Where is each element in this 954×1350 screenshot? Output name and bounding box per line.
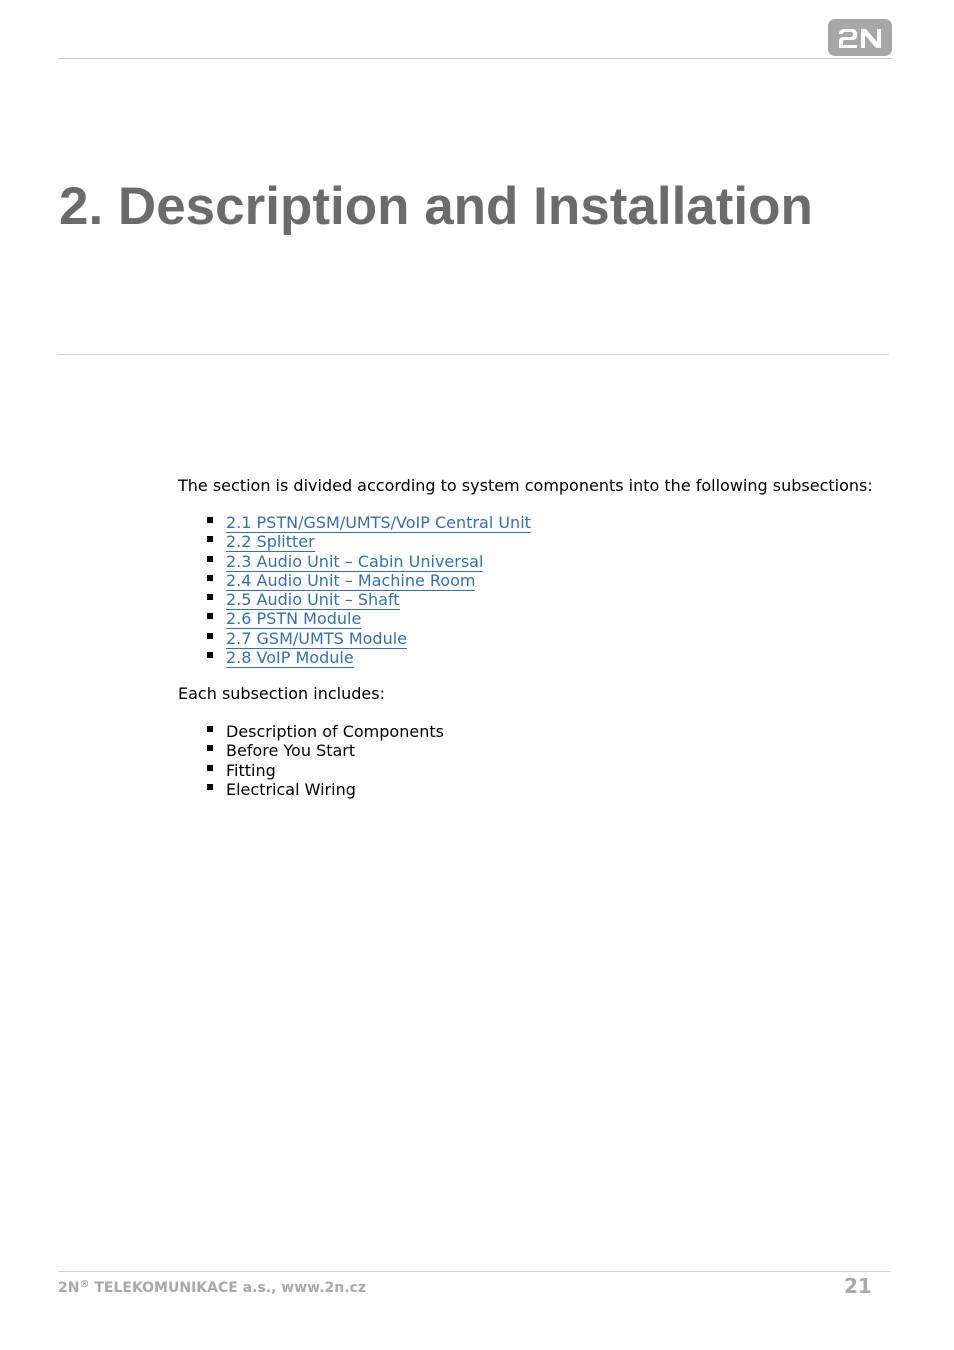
subsection-link[interactable]: 2.1 PSTN/GSM/UMTS/VoIP Central Unit	[226, 513, 531, 532]
subsection-link[interactable]: 2.6 PSTN Module	[226, 609, 362, 629]
list-item	[206, 780, 444, 799]
subsection-link[interactable]: 2.8 VoIP Module	[226, 648, 354, 668]
list-item	[206, 590, 531, 609]
bullet-icon	[207, 745, 213, 751]
list-item	[206, 571, 531, 590]
list-item	[206, 629, 531, 648]
bullet-icon	[207, 765, 213, 771]
list-item	[206, 532, 531, 551]
registered-mark: ®	[79, 1279, 90, 1290]
list-item	[206, 609, 531, 628]
page-title: 2. Description and Installation	[59, 177, 813, 236]
include-item: Fitting	[226, 760, 276, 780]
list-item	[206, 648, 531, 667]
includes-heading: Each subsection includes:	[178, 684, 385, 703]
include-item: Electrical Wiring	[226, 779, 356, 799]
subsection-link[interactable]: 2.3 Audio Unit – Cabin Universal	[226, 551, 484, 571]
title-rule	[58, 354, 889, 355]
bullet-icon	[207, 594, 213, 600]
list-item	[206, 552, 531, 571]
list-item	[206, 513, 531, 532]
bullet-icon	[207, 613, 213, 619]
bullet-icon	[207, 726, 213, 732]
list-item	[206, 741, 444, 760]
subsection-link[interactable]: 2.7 GSM/UMTS Module	[226, 628, 407, 648]
include-item: Before You Start	[226, 741, 356, 761]
include-item: Description of Components	[226, 722, 444, 741]
bullet-icon	[207, 652, 213, 658]
subsection-link[interactable]: 2.4 Audio Unit – Machine Room	[226, 570, 476, 590]
footer-company-text: TELEKOMUNIKACE a.s., www.2n.cz	[89, 1280, 366, 1296]
subsection-link[interactable]: 2.2 Splitter	[226, 532, 315, 552]
bullet-icon	[207, 575, 213, 581]
list-item	[206, 761, 444, 780]
subsection-list	[206, 513, 531, 667]
footer-rule	[58, 1271, 891, 1272]
intro-paragraph: The section is divided according to system components into the following subsections:	[178, 476, 873, 495]
footer-company	[58, 1278, 366, 1298]
bullet-icon	[207, 633, 213, 639]
bullet-icon	[207, 536, 213, 542]
subsection-link[interactable]: 2.5 Audio Unit – Shaft	[226, 590, 400, 610]
2n-logo-icon	[836, 25, 884, 51]
list-item	[206, 722, 444, 741]
footer-brand: 2N	[58, 1280, 80, 1296]
bullet-icon	[207, 556, 213, 562]
bullet-icon	[207, 517, 213, 523]
header-rule	[58, 58, 891, 59]
bullet-icon	[207, 784, 213, 790]
brand-logo	[828, 19, 892, 56]
page-number: 21	[844, 1274, 872, 1298]
includes-list	[206, 722, 444, 799]
